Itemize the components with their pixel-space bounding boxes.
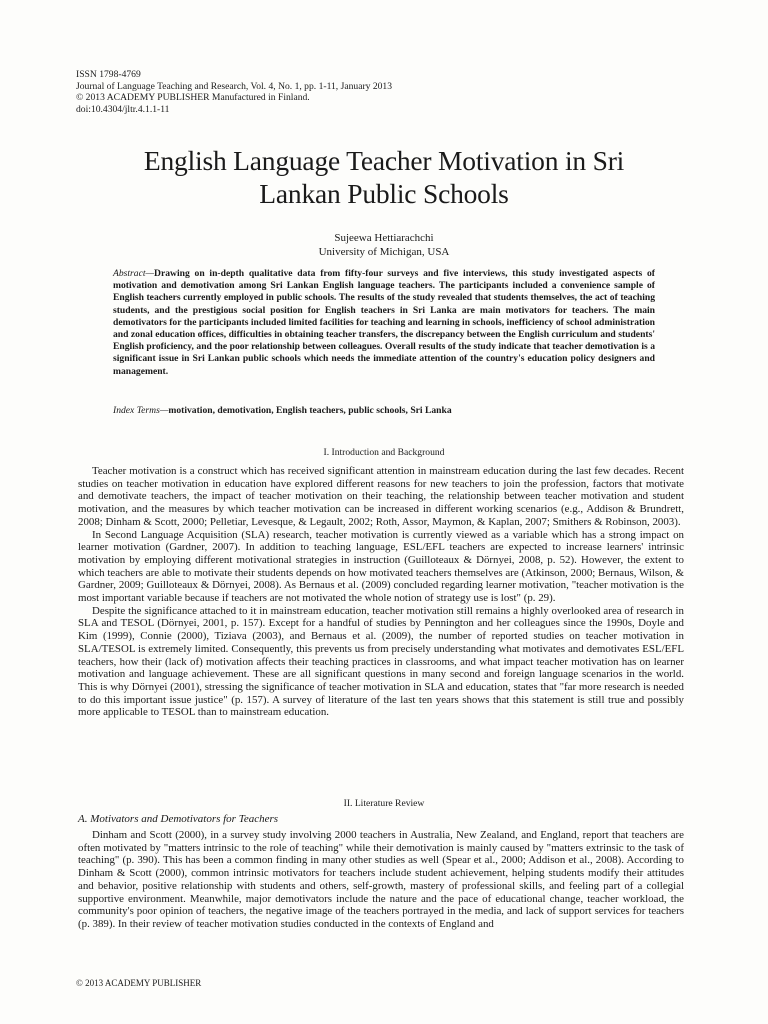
index-terms-dash: —	[159, 405, 169, 416]
section-body	[78, 829, 684, 931]
section-heading: II. Literature Review	[343, 798, 425, 809]
paragraph: In Second Language Acquisition (SLA) research, teacher motivation is currently viewed as a variable which has a strong impact on learner motivation (Gardner, 2007). In addition to teaching language, ESL/EFL teachers are expected to increase learners' intrinsic motivation by employing different motivational strategies in instruction (Guilloteaux & Dörnyei, 2008, p. 52). However, the extent to which teachers are able to motivate their students depends on how motivated teachers themselves are (Atkinson, 2000; Bernaus, Wilson, & Gardner, 2009; Guilloteaux & Dörnyei, 2008). As Bernaus et al. (2009) concluded regarding learner motivation, "teacher motivation is the most important variable because if teachers are not motivated the whole notion of strategy use is lost" (p. 29).	[78, 528, 684, 605]
page-footer: © 2013 ACADEMY PUBLISHER	[76, 978, 202, 988]
abstract-dash: —	[145, 268, 155, 279]
title-line: Lankan Public Schools	[259, 178, 509, 209]
paragraph: Teacher motivation is a construct which has received significant attention in mainstream education during the last few decades. Recent studies on teacher motivation in education have explored different reasons for new teachers to join the profession, factors that motivate and demotivate teachers, the impact of teacher motivation on their teaching, the relationship between teacher motivation and student motivation, and the measures by which teacher motivation can be increased in different working scenarios (e.g., Addison & Brundrett, 2008; Dinham & Scott, 2000; Pelletiar, Levesque, & Legault, 2002; Roth, Assor, Maymon, & Kaplan, 2007; Smithers & Robinson, 2003).	[78, 465, 684, 528]
paragraph: Despite the significance attached to it in mainstream education, teacher motivation still remains a highly overlooked area of research in SLA and TESOL (Dörnyei, 2001, p. 157). Except for a handful of studies by Pennington and her colleagues since the 1990s, Doyle and Kim (1999), Connie (2000), Tiziava (2003), and Bernaus et al. (2009), the number of reported studies on teacher motivation in SLA/TESOL is extremely limited. Consequently, this prevents us from precisely understanding what motivates and demotivates ESL/EFL teachers, how their (lack of) motivation affects their teaching practices in classrooms, and what impact teacher motivation has on learner motivation and language achievement. These are all significant questions in many second and foreign language scenarios in the world. This is why Dörnyei (2001), stressing the significance of teacher motivation in SLA and education, states that "far more research is needed to do this important issue justice" (p. 157). A survey of literature of the last ten years shows that this statement is still true and possibly more applicable to TESOL than to mainstream education.	[78, 604, 684, 719]
section-heading: I. Introduction and Background	[323, 447, 445, 458]
abstract-text: Drawing on in-depth qualitative data from fifty-four surveys and five interviews, this study investigated aspects of motivation and demotivation among Sri Lankan English language teachers. The participants included a convenience sample of English teachers currently employed in public schools. The results of the study revealed that students themselves, the act of teaching students, and the prestigious social position for English teachers in Sri Lanka are main motivators for teachers. The main demotivators for the participants included limited facilities for teaching and learning in schools, inefficiency of school administration and zonal education offices, difficulties in obtaining teacher transfers, the discrepancy between the English curriculum and students' English proficiency, and the poor relationship between colleagues. Overall results of the study indicate that teacher demotivation is a significant issue in Sri Lankan public schools which needs the immediate attention of the country's education policy designers and management.	[113, 268, 655, 377]
journal-header	[76, 69, 392, 115]
abstract	[113, 268, 655, 378]
issn: ISSN 1798-4769	[76, 69, 141, 80]
paragraph: Dinham and Scott (2000), in a survey study involving 2000 teachers in Australia, New Zealand, and England, report that teachers are often motivated by "matters intrinsic to the role of teaching" while their demotivation is mainly caused by "matters extrinsic to the task of teaching" (p. 390). This has been a common finding in many other studies as well (Spear et al., 2000; Addison et al., 2008). According to Dinham & Scott (2000), common intrinsic motivators for teachers include student achievement, helping students modify their attitudes and behavior, positive relationship with students and others, self-growth, mastery of professional skills, and feeling part of a collegial supportive environment. Meanwhile, major demotivators include the nature and the pace of educational change, teacher workload, the community's poor opinion of teachers, the negative image of the teachers portrayed in the media, and lack of support services for teachers (p. 389). In their review of teacher motivation studies conducted in the contexts of England and	[78, 829, 684, 930]
index-terms-text: motivation, demotivation, English teachers, public schools, Sri Lanka	[168, 405, 452, 416]
doi: doi:10.4304/jltr.4.1.1-11	[76, 103, 170, 115]
paper-title	[60, 144, 708, 210]
subsection-heading: A. Motivators and Demotivators for Teachers	[78, 813, 279, 825]
index-terms	[113, 405, 655, 417]
abstract-label: Abstract	[113, 268, 146, 279]
author-block	[0, 232, 768, 259]
author-name: Sujeewa Hettiarachchi	[334, 232, 434, 244]
section-body	[78, 465, 684, 719]
journal-citation: Journal of Language Teaching and Research, Vol. 4, No. 1, pp. 1-11, January 2013	[76, 80, 393, 92]
copyright-line: © 2013 ACADEMY PUBLISHER Manufactured in Finland.	[76, 92, 310, 103]
index-terms-label: Index Terms	[113, 405, 160, 416]
author-affiliation: University of Michigan, USA	[318, 245, 450, 258]
title-line: English Language Teacher Motivation in Sri	[143, 145, 625, 176]
